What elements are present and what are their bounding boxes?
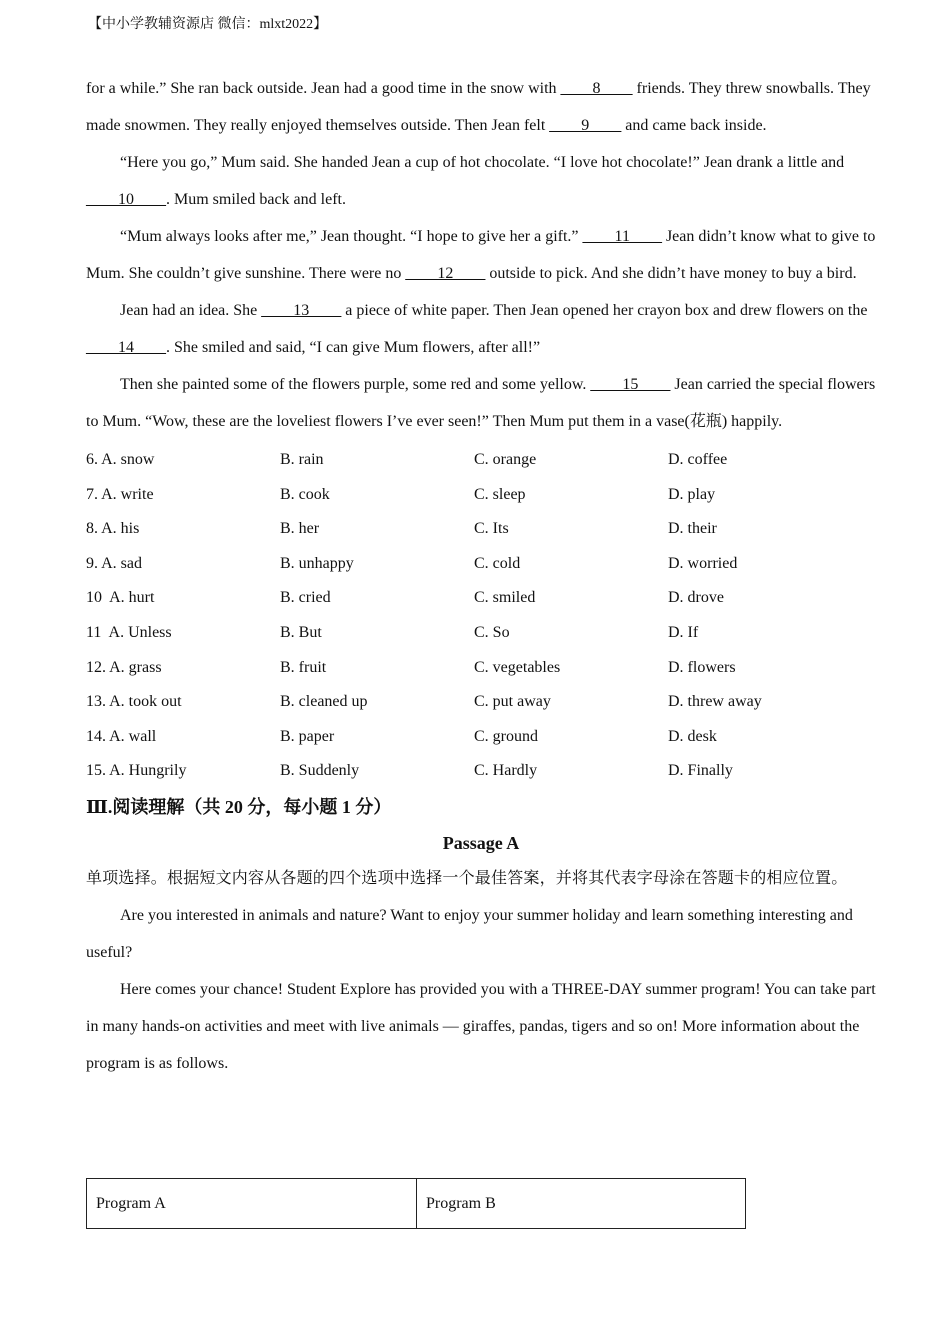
blank-15: ____15____	[590, 376, 671, 393]
section-title: Ⅲ.阅读理解（共 20 分，每小题 1 分）	[86, 796, 392, 817]
option-row-11	[86, 616, 876, 651]
option-a: 7. A. write	[86, 485, 154, 503]
option-c: C. vegetables	[474, 658, 561, 676]
option-d: D. worried	[668, 554, 738, 572]
text: Jean didn’t know what to give to Mum. She couldn’t give sunshine. There were no	[86, 228, 876, 282]
option-b: B. Suddenly	[280, 762, 360, 780]
option-row-13	[86, 685, 876, 720]
story-paragraph-1	[86, 70, 876, 144]
text: Jean carried the special flowers to Mum. “Wow, these are the loveliest flowers I’ve ever seen!” Then Mum put them in a vase(花瓶) happily.	[86, 376, 876, 430]
option-b: B. fruit	[280, 658, 327, 676]
option-a: 15. A. Hungrily	[86, 762, 187, 780]
option-a: 6. A. snow	[86, 451, 155, 468]
option-d: D. threw away	[668, 693, 762, 711]
passage-paragraph-2: Here comes your chance! Student Explore has provided you with a THREE-DAY summer program! You can take part in many hands-on activities and meet with live animals — giraffes, pandas, tigers and so on! More information about the program is as follows.	[86, 980, 876, 1072]
option-a: 14. A. wall	[86, 727, 157, 745]
story-paragraph-5	[86, 366, 876, 440]
blank-10: ____10____	[86, 191, 166, 208]
option-b: B. cook	[280, 485, 330, 503]
passage-title: Passage A	[442, 832, 520, 853]
option-d: D. If	[668, 623, 699, 641]
option-row-6	[86, 443, 876, 478]
text: friends. They threw snowballs. They made snowmen. They really enjoyed themselves outside. Then Jean felt	[86, 80, 871, 134]
text: outside to pick. And she didn’t have money to buy a bird.	[485, 265, 857, 282]
option-c: C. smiled	[474, 589, 536, 607]
blank-12: ____12____	[405, 265, 486, 282]
text: . Mum smiled back and left.	[166, 191, 346, 208]
option-c: C. Hardly	[474, 762, 538, 780]
option-row-8	[86, 512, 876, 547]
option-b: B. paper	[280, 727, 335, 745]
blank-9: ____9____	[549, 117, 622, 134]
blank-11: ____11____	[582, 228, 662, 245]
option-a: 11 A. Unless	[86, 623, 172, 641]
instruction: 单项选择。根据短文内容从各题的四个选项中选择一个最佳答案，并将其代表字母涂在答题卡的相应位置。	[86, 869, 848, 887]
option-c: C. cold	[474, 554, 521, 572]
story-paragraph-2	[86, 144, 876, 218]
option-d: D. play	[668, 485, 716, 503]
text: Jean had an idea. She	[120, 302, 262, 319]
option-d: D. flowers	[668, 658, 736, 676]
text: “Here you go,” Mum said. She handed Jean a cup of hot chocolate. “I love hot chocolate!” Jean drank a little and	[120, 154, 845, 171]
option-c: C. Its	[474, 520, 509, 538]
option-a: 9. A. sad	[86, 554, 142, 572]
option-row-14	[86, 720, 876, 755]
text: and came back inside.	[621, 117, 767, 134]
table-header-program-b: Program B	[416, 1179, 745, 1228]
blank-8: ____8____	[560, 80, 633, 97]
option-c: C. So	[474, 623, 510, 641]
option-c: C. orange	[474, 451, 537, 468]
text: for a while.” She ran back outside. Jean had a good time in the snow with	[86, 80, 561, 97]
story-paragraph-4	[86, 292, 876, 366]
passage-paragraph-1: Are you interested in animals and nature? Want to enjoy your summer holiday and learn something interesting and useful?	[86, 906, 853, 961]
table-header-program-a: Program A	[96, 1195, 166, 1212]
option-row-15	[86, 754, 876, 789]
option-row-7	[86, 478, 876, 513]
option-d: D. Finally	[668, 762, 733, 780]
option-row-10	[86, 581, 876, 616]
story-paragraph-3	[86, 218, 876, 292]
option-b: B. cried	[280, 589, 331, 607]
option-d: D. their	[668, 520, 717, 538]
option-b: B. rain	[280, 451, 324, 468]
option-c: C. put away	[474, 693, 551, 711]
option-b: B. cleaned up	[280, 693, 368, 711]
option-d: D. coffee	[668, 451, 728, 468]
option-b: B. unhappy	[280, 554, 354, 572]
blank-14: ____14____	[86, 339, 166, 356]
text: . She smiled and said, “I can give Mum flowers, after all!”	[166, 339, 541, 356]
option-c: C. sleep	[474, 485, 526, 503]
option-row-12	[86, 651, 876, 686]
document-body	[86, 70, 876, 1082]
option-d: D. drove	[668, 589, 724, 607]
option-a: 12. A. grass	[86, 658, 162, 676]
option-a: 8. A. his	[86, 520, 140, 538]
text: a piece of white paper. Then Jean opened her crayon box and drew flowers on the	[341, 302, 868, 319]
blank-13: ____13____	[261, 302, 342, 319]
text: “Mum always looks after me,” Jean thought. “I hope to give her a gift.”	[120, 228, 583, 245]
option-b: B. But	[280, 623, 322, 641]
text: Then she painted some of the flowers purple, some red and some yellow.	[120, 376, 591, 393]
option-a: 13. A. took out	[86, 693, 182, 711]
option-c: C. ground	[474, 727, 538, 745]
option-d: D. desk	[668, 727, 717, 745]
option-b: B. her	[280, 520, 320, 538]
option-row-9	[86, 547, 876, 582]
program-table	[86, 1178, 746, 1229]
watermark-header: 【中小学教辅资源店 微信：mlxt2022】	[88, 17, 328, 32]
options-list	[86, 443, 876, 789]
option-a: 10 A. hurt	[86, 589, 155, 607]
